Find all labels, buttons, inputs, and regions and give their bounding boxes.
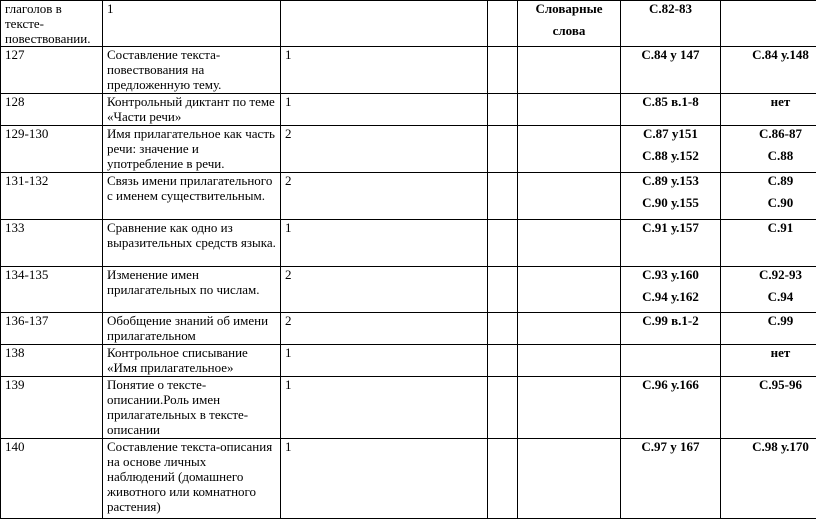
cell-date — [488, 377, 518, 439]
table-row — [1, 439, 816, 519]
cell-vocabulary — [518, 126, 621, 173]
cell-number: 127 — [1, 47, 103, 94]
table-row — [1, 94, 816, 126]
cell-vocabulary — [518, 1, 621, 47]
cell-vocabulary — [518, 377, 621, 439]
table-row — [1, 267, 816, 313]
cell-number: 133 — [1, 220, 103, 267]
vocabulary-line-2: слова — [522, 23, 616, 38]
textbook-line-1: С.82-83 — [625, 1, 716, 16]
textbook-line-1: С.93 у.160 — [625, 267, 716, 282]
cell-date — [488, 313, 518, 345]
cell-textbook: С.97 у 167 — [621, 439, 721, 519]
cell-number: 136-137 — [1, 313, 103, 345]
cell-homework: С.98 у.170 — [721, 439, 816, 519]
cell-vocabulary — [518, 94, 621, 126]
textbook-line-1: С.89 у.153 — [625, 173, 716, 188]
homework-line-2: С.90 — [725, 195, 816, 210]
cell-hours — [281, 1, 488, 47]
cell-vocabulary — [518, 345, 621, 377]
table-row — [1, 345, 816, 377]
cell-date — [488, 94, 518, 126]
cell-topic: Составление текста-повествования на предложенную тему. — [103, 47, 281, 94]
cell-homework — [721, 1, 816, 47]
homework-line-2: С.94 — [725, 289, 816, 304]
homework-line-1: С.92-93 — [725, 267, 816, 282]
cell-textbook: С.91 у.157 — [621, 220, 721, 267]
table-row — [1, 1, 816, 47]
table-row — [1, 47, 816, 94]
cell-homework: С.84 у.148 — [721, 47, 816, 94]
cell-date — [488, 47, 518, 94]
homework-line-2: С.88 — [725, 148, 816, 163]
cell-vocabulary — [518, 439, 621, 519]
cell-topic: Сравнение как одно из выразительных средств языка. — [103, 220, 281, 267]
cell-topic: Контрольный диктант по теме «Части речи» — [103, 94, 281, 126]
textbook-line-2: С.90 у.155 — [625, 195, 716, 210]
cell-vocabulary — [518, 313, 621, 345]
cell-hours: 2 — [281, 313, 488, 345]
table-row — [1, 377, 816, 439]
cell-date — [488, 267, 518, 313]
table-row — [1, 126, 816, 173]
cell-textbook: С.96 у.166 — [621, 377, 721, 439]
cell-textbook: С.85 в.1-8 — [621, 94, 721, 126]
cell-homework: С.95-96 — [721, 377, 816, 439]
textbook-line-2: С.88 у.152 — [625, 148, 716, 163]
cell-date — [488, 173, 518, 220]
cell-number: глаголов в тексте-повествовании. — [1, 1, 103, 47]
cell-number: 138 — [1, 345, 103, 377]
cell-textbook — [621, 126, 721, 173]
cell-topic: Обобщение знаний об имени прилагательном — [103, 313, 281, 345]
cell-textbook — [621, 267, 721, 313]
table-row — [1, 173, 816, 220]
table-row — [1, 220, 816, 267]
textbook-line-2: С.94 у.162 — [625, 289, 716, 304]
cell-topic: Понятие о тексте-описании.Роль имен прилагательных в тексте-описании — [103, 377, 281, 439]
cell-hours: 2 — [281, 126, 488, 173]
cell-date — [488, 1, 518, 47]
cell-textbook — [621, 173, 721, 220]
cell-date — [488, 220, 518, 267]
cell-topic: Составление текста-описания на основе личных наблюдений (домашнего животного или комнатного растения) — [103, 439, 281, 519]
cell-topic: Изменение имен прилагательных по числам. — [103, 267, 281, 313]
cell-number: 128 — [1, 94, 103, 126]
cell-vocabulary — [518, 220, 621, 267]
cell-vocabulary — [518, 267, 621, 313]
homework-line-1: С.86-87 — [725, 126, 816, 141]
cell-date — [488, 126, 518, 173]
cell-textbook — [621, 1, 721, 47]
cell-homework: нет — [721, 345, 816, 377]
cell-number: 140 — [1, 439, 103, 519]
cell-homework: С.99 — [721, 313, 816, 345]
cell-topic: 1 — [103, 1, 281, 47]
cell-topic: Контрольное списывание «Имя прилагательное» — [103, 345, 281, 377]
cell-topic: Связь имени прилагательного с именем существительным. — [103, 173, 281, 220]
cell-homework — [721, 173, 816, 220]
vocabulary-line-1: Словарные — [522, 1, 616, 16]
table-row — [1, 313, 816, 345]
cell-hours: 2 — [281, 173, 488, 220]
cell-textbook: С.99 в.1-2 — [621, 313, 721, 345]
cell-number: 134-135 — [1, 267, 103, 313]
cell-topic: Имя прилагательное как часть речи: значение и употребление в речи. — [103, 126, 281, 173]
cell-hours: 1 — [281, 220, 488, 267]
cell-textbook — [621, 345, 721, 377]
cell-vocabulary — [518, 173, 621, 220]
textbook-line-1: С.87 у151 — [625, 126, 716, 141]
cell-date — [488, 439, 518, 519]
cell-textbook: С.84 у 147 — [621, 47, 721, 94]
cell-hours: 1 — [281, 47, 488, 94]
cell-homework: С.91 — [721, 220, 816, 267]
cell-homework — [721, 126, 816, 173]
cell-hours: 1 — [281, 94, 488, 126]
cell-number: 131-132 — [1, 173, 103, 220]
cell-number: 139 — [1, 377, 103, 439]
cell-homework — [721, 267, 816, 313]
cell-hours: 1 — [281, 345, 488, 377]
cell-hours: 2 — [281, 267, 488, 313]
cell-vocabulary — [518, 47, 621, 94]
homework-line-1: С.89 — [725, 173, 816, 188]
cell-homework: нет — [721, 94, 816, 126]
cell-hours: 1 — [281, 439, 488, 519]
cell-hours: 1 — [281, 377, 488, 439]
cell-date — [488, 345, 518, 377]
cell-number: 129-130 — [1, 126, 103, 173]
